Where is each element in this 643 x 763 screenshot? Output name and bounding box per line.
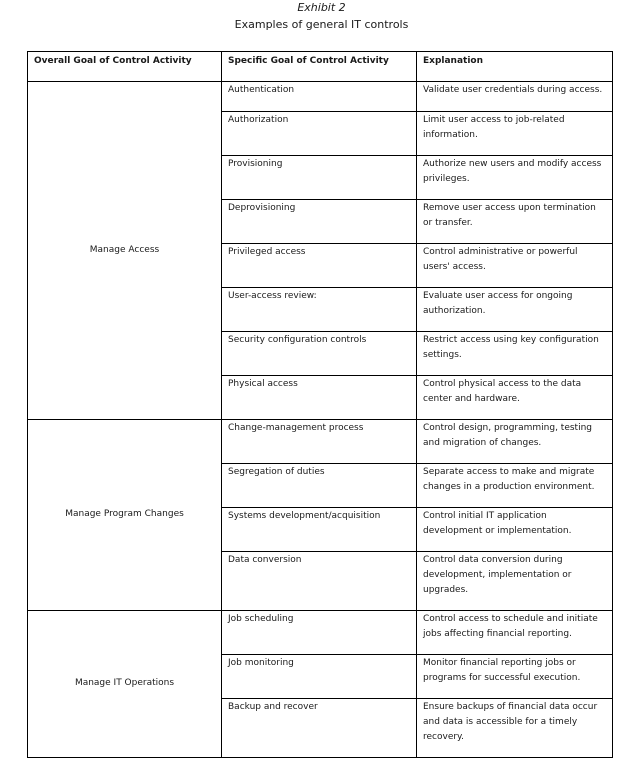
explanation-cell: Monitor financial reporting jobs or programs for successful execution.: [417, 655, 613, 699]
specific-goal-cell: Job scheduling: [222, 611, 417, 655]
specific-goal-cell: Privileged access: [222, 244, 417, 288]
specific-goal-cell: Job monitoring: [222, 655, 417, 699]
specific-goal-cell: Physical access: [222, 376, 417, 420]
header-overall-goal: Overall Goal of Control Activity: [28, 52, 222, 82]
specific-goal-cell: Segregation of duties: [222, 464, 417, 508]
explanation-cell: Evaluate user access for ongoing authorization.: [417, 288, 613, 332]
specific-goal-cell: User-access review:: [222, 288, 417, 332]
specific-goal-cell: Change-management process: [222, 420, 417, 464]
explanation-cell: Limit user access to job-related information.: [417, 112, 613, 156]
header-explanation: Explanation: [417, 52, 613, 82]
table-row: [28, 611, 613, 655]
specific-goal-cell: Security configuration controls: [222, 332, 417, 376]
group-goal-manage-program-changes: Manage Program Changes: [28, 420, 222, 611]
specific-goal-cell: Deprovisioning: [222, 200, 417, 244]
explanation-cell: Control physical access to the data center and hardware.: [417, 376, 613, 420]
exhibit-subtitle: Examples of general IT controls: [234, 18, 409, 31]
explanation-cell: Control administrative or powerful users' access.: [417, 244, 613, 288]
explanation-cell: Control data conversion during development, implementation or upgrades.: [417, 552, 613, 611]
it-controls-table: [27, 51, 613, 758]
specific-goal-cell: Systems development/acquisition: [222, 508, 417, 552]
explanation-cell: Control access to schedule and initiate jobs affecting financial reporting.: [417, 611, 613, 655]
specific-goal-cell: Authentication: [222, 82, 417, 112]
specific-goal-cell: Authorization: [222, 112, 417, 156]
specific-goal-cell: Data conversion: [222, 552, 417, 611]
explanation-cell: Validate user credentials during access.: [417, 82, 613, 112]
explanation-cell: Restrict access using key configuration settings.: [417, 332, 613, 376]
specific-goal-cell: Provisioning: [222, 156, 417, 200]
exhibit-title: Exhibit 2: [297, 1, 346, 14]
table-row: [28, 82, 613, 112]
group-goal-manage-it-operations: Manage IT Operations: [28, 611, 222, 758]
explanation-cell: Control design, programming, testing and migration of changes.: [417, 420, 613, 464]
explanation-cell: Separate access to make and migrate changes in a production environment.: [417, 464, 613, 508]
table-row: [28, 420, 613, 464]
group-goal-manage-access: Manage Access: [28, 82, 222, 420]
explanation-cell: Remove user access upon termination or transfer.: [417, 200, 613, 244]
explanation-cell: Authorize new users and modify access privileges.: [417, 156, 613, 200]
header-row: [28, 52, 613, 82]
specific-goal-cell: Backup and recover: [222, 699, 417, 758]
explanation-cell: Ensure backups of financial data occur and data is accessible for a timely recovery.: [417, 699, 613, 758]
explanation-cell: Control initial IT application development or implementation.: [417, 508, 613, 552]
header-specific-goal: Specific Goal of Control Activity: [222, 52, 417, 82]
